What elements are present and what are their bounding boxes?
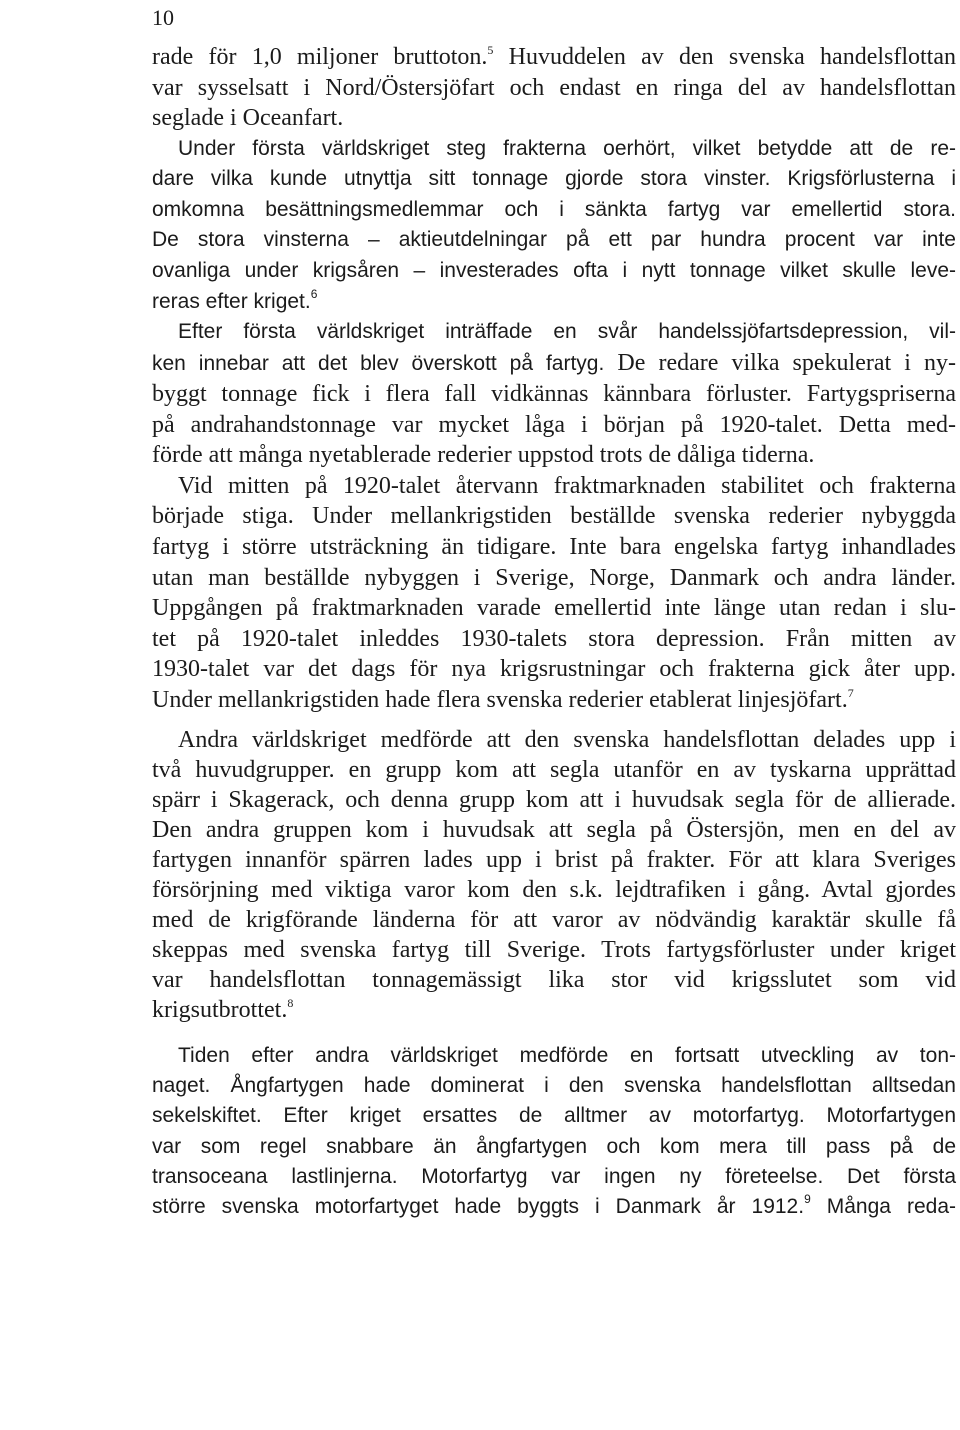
text-line: två huvudgrupper. en grupp kom att segla utanför en av tyskarna upprättad bbox=[152, 757, 956, 783]
text-line: Den andra gruppen kom i huvudsak att segla på Östersjön, men en del av bbox=[152, 817, 956, 843]
text-line: var handelsflottan tonnagemässigt lika stor vid krigsslutet som vid bbox=[152, 967, 956, 993]
text-line: var som regel snabbare än ångfartygen och kom mera till pass på de bbox=[152, 1134, 956, 1158]
text-segment: Huvuddelen av den svenska handelsflottan bbox=[493, 44, 957, 70]
text-line: Tiden efter andra världskriget medförde en fortsatt utveckling av ton- bbox=[178, 1044, 956, 1067]
text-line: Andra världskriget medförde att den svenska handelsflottan delades upp i bbox=[178, 727, 956, 753]
text-line: Under första världskriget steg frakterna oerhört, vilket betydde att de re- bbox=[178, 136, 956, 160]
text-segment: krigsutbrottet. bbox=[152, 997, 288, 1023]
text-line: var sysselsatt i Nord/Östersjöfart och endast en ringa del av handelsflottan bbox=[152, 74, 956, 101]
text-line: dare vilka kunde utnyttja sitt tonnage gjorde stora vinster. Krigsförlusterna i bbox=[152, 167, 956, 191]
footnote-ref: 6 bbox=[310, 286, 318, 301]
text-line bbox=[152, 42, 956, 73]
text-line: med de krigförande länderna för att varor av nödvändig karaktär skulle få bbox=[152, 907, 956, 933]
text-line: på andrahandstonnage var mycket låga i början på 1920-talet. Detta med- bbox=[152, 411, 956, 438]
text-line: fartyg i större utsträckning än tidigare. Inte bara engelska fartyg inhandlades bbox=[152, 534, 956, 560]
text-line bbox=[152, 1192, 956, 1222]
text-line: fartygen innanför spärren lades upp i brist på frakter. För att klara Sveriges bbox=[152, 847, 956, 873]
text-line: transoceana lastlinjerna. Motorfartyg var ingen ny företeelse. Det första bbox=[152, 1164, 956, 1188]
page-number: 10 bbox=[152, 5, 174, 30]
text-block bbox=[152, 42, 956, 715]
text-line bbox=[152, 995, 956, 1025]
text-line: sekelskiftet. Efter kriget ersattes de alltmer av motorfartyg. Motorfartygen bbox=[152, 1104, 956, 1128]
text-segment: ken innebar att det blev överskott på fartyg. bbox=[152, 351, 605, 375]
text-line: skeppas med svenska fartyg till Sverige. Trots fartygsförluster under kriget bbox=[152, 937, 956, 963]
footnote-ref: 9 bbox=[804, 1192, 811, 1207]
footnote-ref: 8 bbox=[287, 996, 294, 1010]
text-line: Vid mitten på 1920-talet återvann fraktmarknaden stabilitet och frakterna bbox=[178, 472, 956, 499]
text-line: De stora vinsterna – aktieutdelningar på ett par hundra procent var inte bbox=[152, 228, 956, 252]
text-segment: De redare vilka spekulerat i ny- bbox=[604, 349, 957, 376]
text-line: förde att många nyetablerade rederier uppstod trots de dåliga tiderna. bbox=[152, 442, 815, 469]
text-line: 1930-talet var det dags för nya krigsrustningar och frakterna gick åter upp. bbox=[152, 656, 956, 683]
text-line: ovanliga under krigsåren – investerades ofta i nytt tonnage vilket skulle leve- bbox=[152, 258, 956, 282]
text-block bbox=[152, 725, 956, 1025]
paragraph bbox=[152, 134, 956, 317]
text-line: byggt tonnage fick i flera fall vidkännas kännbara förluster. Fartygspriserna bbox=[152, 381, 956, 408]
text-line: började stiga. Under mellankrigstiden beställde svenska rederier nybyggda bbox=[152, 503, 956, 530]
paragraph bbox=[152, 317, 956, 471]
text-line bbox=[152, 348, 956, 380]
text-segment: Många reda- bbox=[810, 1195, 956, 1219]
text-line: spärr i Skagerack, och denna grupp kom att i huvudsak segla för de allierade. bbox=[152, 787, 956, 813]
text-segment: reras efter kriget. bbox=[152, 289, 311, 313]
text-line bbox=[152, 287, 956, 318]
text-line: omkomna besättningsmedlemmar och i sänkta fartyg var emellertid stora. bbox=[152, 197, 956, 221]
text-line bbox=[152, 685, 956, 716]
text-segment: Under mellankrigstiden hade flera svenska rederier etablerat linjesjöfart. bbox=[152, 686, 848, 713]
text-line: försörjning med viktiga varor kom den s.k. lejdtrafiken i gång. Avtal gjordes bbox=[152, 877, 956, 903]
text-line: Uppgången på fraktmarknaden varade emellertid inte länge utan redan i slu- bbox=[152, 595, 956, 622]
paragraph bbox=[152, 1041, 956, 1222]
footnote-ref: 7 bbox=[847, 685, 854, 700]
paragraph bbox=[152, 42, 956, 134]
text-line: seglade i Oceanfart. bbox=[152, 105, 344, 132]
text-line: Efter första världskriget inträffade en svår handelssjöfartsdepression, vil- bbox=[178, 320, 956, 344]
text-line: naget. Ångfartygen hade dominerat i den svenska handelsflottan alltsedan bbox=[152, 1074, 956, 1098]
text-line: utan man beställde nybyggen i Sverige, Norge, Danmark och andra länder. bbox=[152, 564, 956, 591]
text-line: tet på 1920-talet inleddes 1930-talets stora depression. Från mitten av bbox=[152, 625, 956, 652]
text-segment: rade för 1,0 miljoner bruttoton. bbox=[152, 44, 488, 70]
text-segment: större svenska motorfartyget hade byggts i Danmark år 1912. bbox=[152, 1195, 805, 1219]
footnote-ref: 5 bbox=[487, 43, 494, 57]
paragraph bbox=[152, 471, 956, 716]
text-block bbox=[152, 1041, 956, 1222]
paragraph bbox=[152, 725, 956, 1025]
